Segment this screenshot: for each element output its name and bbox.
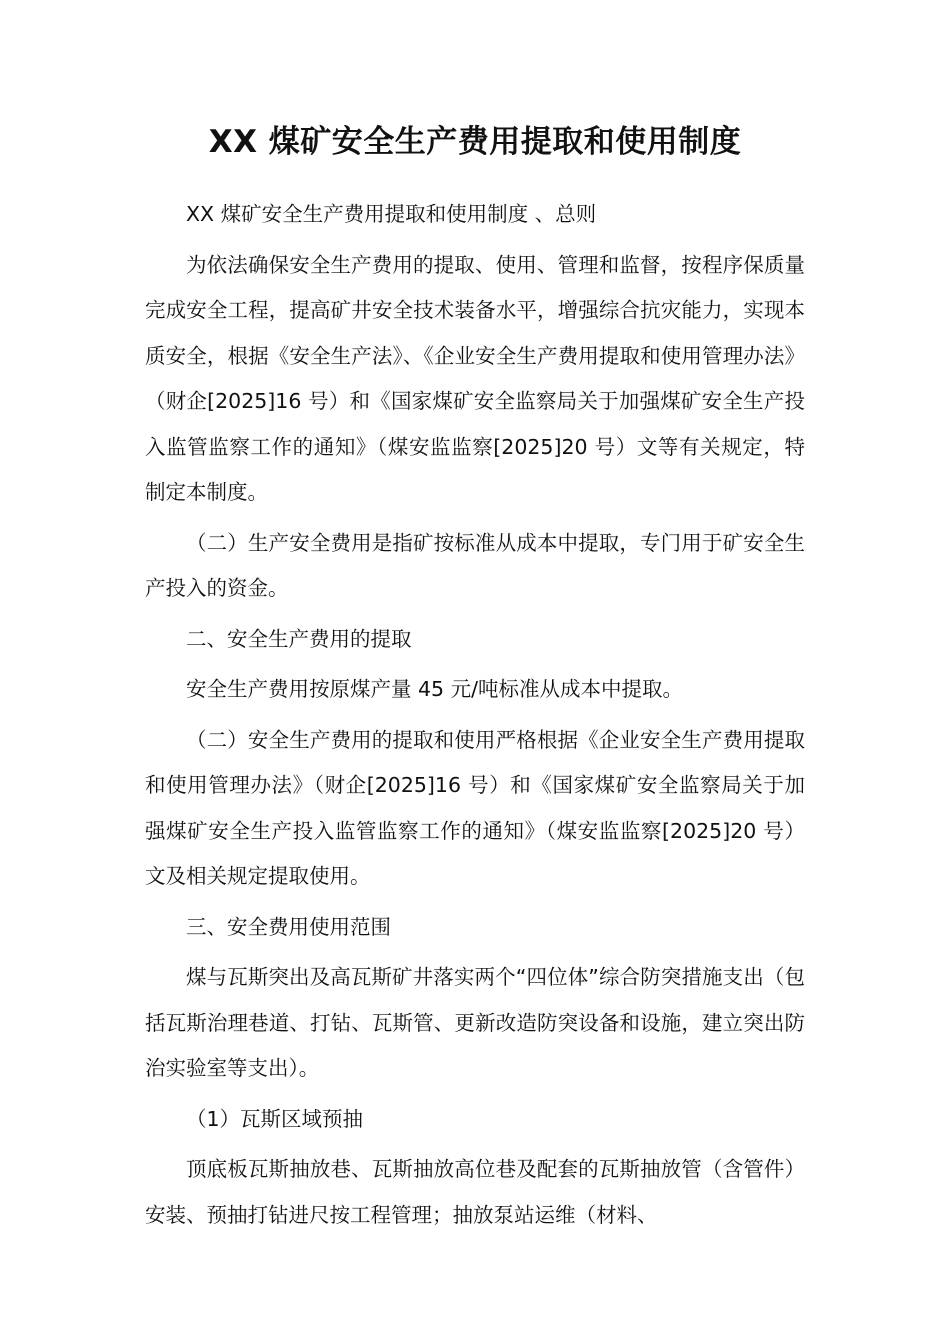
section-heading-scope: 三、安全费用使用范围 [186,914,391,939]
paragraph-purpose: 为依法确保安全生产费用的提取、使用、管理和监督，按程序保质量完成安全工程，提高矿井安全技术装备水平，增强综合抗灾能力，实现本质安全，根据《安全生产法》、《企业安全生产费用提取和使用管理办法》（财企[2025]16 号）和《国家煤矿安全监察局关于加强煤矿安全生产投入监管监察工作的通知》（煤安监监察[2025]20 号）文等有关规定，特制定本制度。 [145,252,805,504]
paragraph-extraction-rules: （二）安全生产费用的提取和使用严格根据《企业安全生产费用提取和使用管理办法》（财企[2025]16 号）和《国家煤矿安全监察局关于加强煤矿安全生产投入监管监察工作的通知》（煤安监监察[2025]20 号）文及相关规定提取使用。 [145,727,805,888]
document-title: XX 煤矿安全生产费用提取和使用制度 [208,124,742,160]
paragraph-heading-general: XX 煤矿安全生产费用提取和使用制度 、总则 [186,202,597,226]
paragraph-drainage-details: 顶底板瓦斯抽放巷、瓦斯抽放高位巷及配套的瓦斯抽放管（含管件）安装、预抽打钻进尺按工程管理；抽放泵站运维（材料、 [145,1157,805,1227]
document-body [145,192,805,1243]
paragraph-definition: （二）生产安全费用是指矿按标准从成本中提取，专门用于矿安全生产投入的资金。 [145,530,805,600]
paragraph-gas-outburst: 煤与瓦斯突出及高瓦斯矿井落实两个“四位体”综合防突措施支出（包括瓦斯治理巷道、打钻、瓦斯管、更新改造防突设备和设施，建立突出防治实验室等支出）。 [145,965,805,1080]
list-item-gas-pre-drainage: （1）瓦斯区域预抽 [186,1106,364,1131]
paragraph-extraction-standard: 安全生产费用按原煤产量 45 元/吨标准从成本中提取。 [186,677,684,701]
section-heading-extraction: 二、安全生产费用的提取 [186,626,412,651]
